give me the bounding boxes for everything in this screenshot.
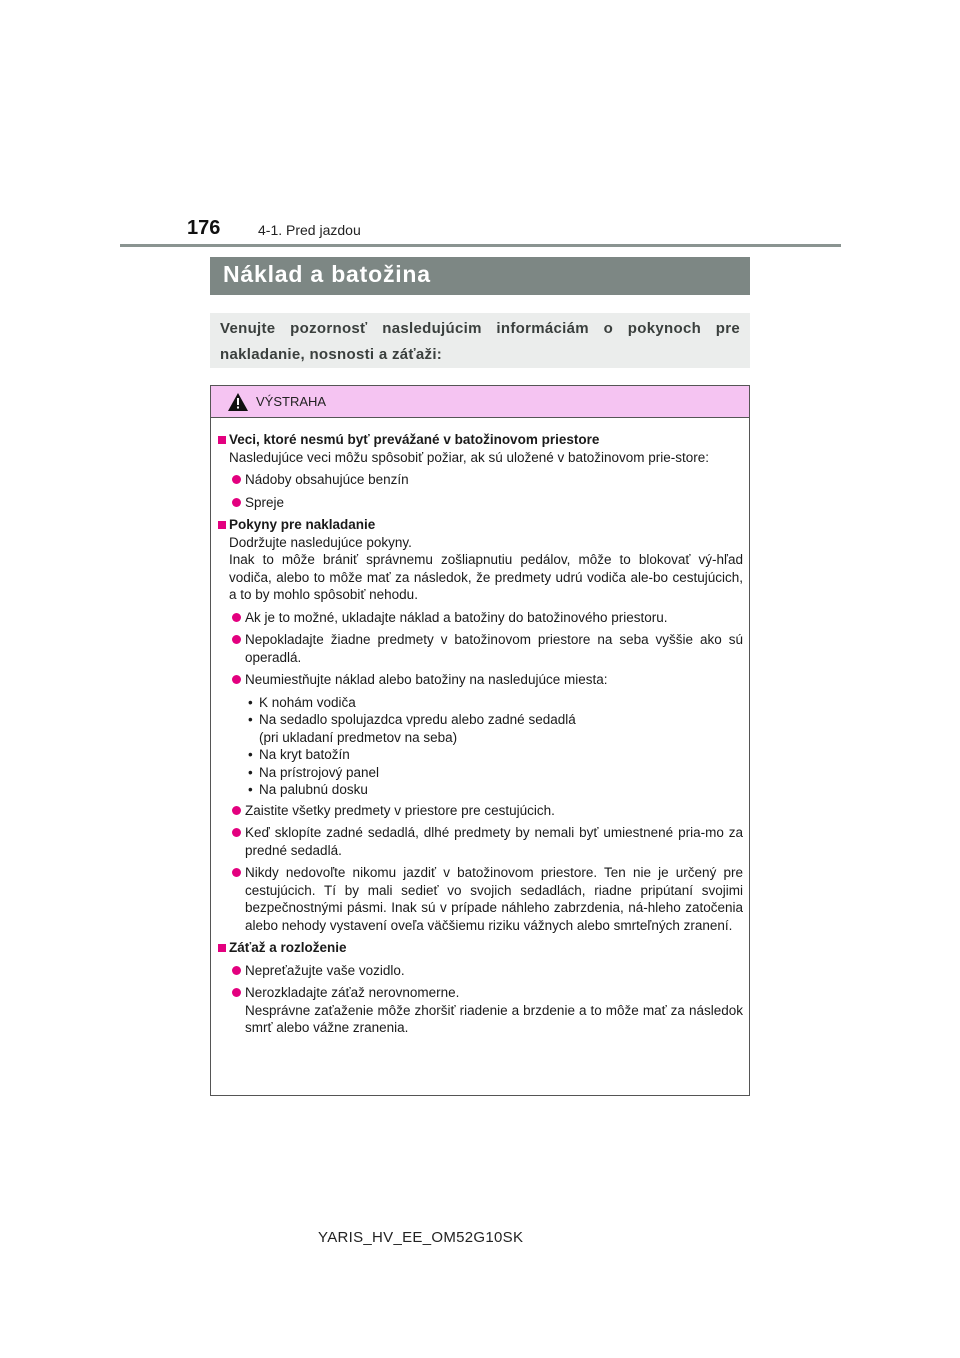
dot-bullet-icon [232, 806, 241, 815]
warning-paragraph: Nasledujúce veci môžu spôsobiť požiar, ak sú uložené v batožinovom prie-store: [229, 449, 710, 465]
bullet-item: Nepreťažujte vaše vozidlo. [218, 962, 743, 980]
bullet-item: Nerozkladajte záťaž nerovnomerne. Nesprávne zaťaženie môže zhoršiť riadenie a brzdenie a to môže mať za následok smrť alebo vážne zranenia. [218, 984, 743, 1037]
warning-body [211, 418, 749, 1037]
page-number: 176 [187, 217, 221, 239]
sub-list [218, 694, 743, 799]
dot-bullet-icon [232, 828, 241, 837]
dot-bullet-icon [232, 966, 241, 975]
title-bar [210, 257, 750, 295]
dot-bullet-icon [232, 868, 241, 877]
warning-triangle-icon [228, 393, 248, 411]
page-title: Náklad a batožina [223, 261, 431, 287]
warning-box [210, 385, 750, 1096]
bullet-item: Spreje [218, 494, 743, 512]
warning-paragraph: Dodržujte nasledujúce pokyny. Inak to môže brániť správnemu zošliapnutiu pedálov, môže to blokovať vý-hľad vodiča, alebo to môže mať za následok, že predmety udrú vodiča ale-bo cestujúcich, a to by mohlo spôsobiť nehodu. [229, 534, 743, 602]
warning-label: VÝSTRAHA [256, 394, 327, 409]
sub-list-item: • Na kryt batožín [245, 746, 743, 764]
footer-code: YARIS_HV_EE_OM52G10SK [318, 1229, 524, 1246]
warning-section-heading: Záťaž a rozloženie [218, 939, 743, 957]
warning-section-heading: Veci, ktoré nesmú byť prevážané v batožinovom priestore [218, 431, 743, 449]
dot-bullet-icon [232, 635, 241, 644]
bullet-item: Zaistite všetky predmety v priestore pre cestujúcich. [218, 802, 743, 820]
bullet-item: Nikdy nedovoľte nikomu jazdiť v batožinovom priestore. Ten nie je určený pre cestujúcich. Tí by mali sedieť vo svojich sedadlách, riadne pripútaní svojimi bezpečnostnými pásmi. Inak sú v prípade náhleho zabrzdenia, ná-hleho zatočenia alebo nehody vystavení oveľa väčšiemu riziku vážnych alebo smrteľných zranení. [218, 864, 743, 934]
bullet-item: Nepokladajte žiadne predmety v batožinovom priestore na seba vyššie ako sú operadlá. [218, 631, 743, 666]
bullet-item: Neumiestňujte náklad alebo batožiny na nasledujúce miesta: [218, 671, 743, 689]
square-bullet-icon [218, 944, 226, 952]
bullet-item: Keď sklopíte zadné sedadlá, dlhé predmety by nemali byť umiestnené pria-mo za predné sedadlá. [218, 824, 743, 859]
warning-header [211, 386, 749, 418]
section-title: 4-1. Pred jazdou [258, 222, 361, 238]
intro-text: Venujte pozornosť nasledujúcim informáciám o pokynoch pre nakladanie, nosnosti a záťaži: [220, 320, 740, 363]
dot-bullet-icon [232, 675, 241, 684]
dot-bullet-icon [232, 988, 241, 997]
sub-list-item: • Na palubnú dosku [245, 781, 743, 799]
dot-bullet-icon [232, 613, 241, 622]
dot-bullet-icon [232, 475, 241, 484]
sub-list-item: • Na sedadlo spolujazdca vpredu alebo zadné sedadlá (pri ukladaní predmetov na seba) [245, 711, 743, 746]
sub-list-item: • K nohám vodiča [245, 694, 743, 712]
header-rule [120, 244, 841, 247]
bullet-item: Ak je to možné, ukladajte náklad a batožiny do batožinového priestoru. [218, 609, 743, 627]
dot-bullet-icon [232, 498, 241, 507]
sub-list-item: • Na prístrojový panel [245, 764, 743, 782]
square-bullet-icon [218, 436, 226, 444]
intro-box [210, 313, 750, 368]
square-bullet-icon [218, 521, 226, 529]
warning-section-heading: Pokyny pre nakladanie [218, 516, 743, 534]
bullet-item: Nádoby obsahujúce benzín [218, 471, 743, 489]
